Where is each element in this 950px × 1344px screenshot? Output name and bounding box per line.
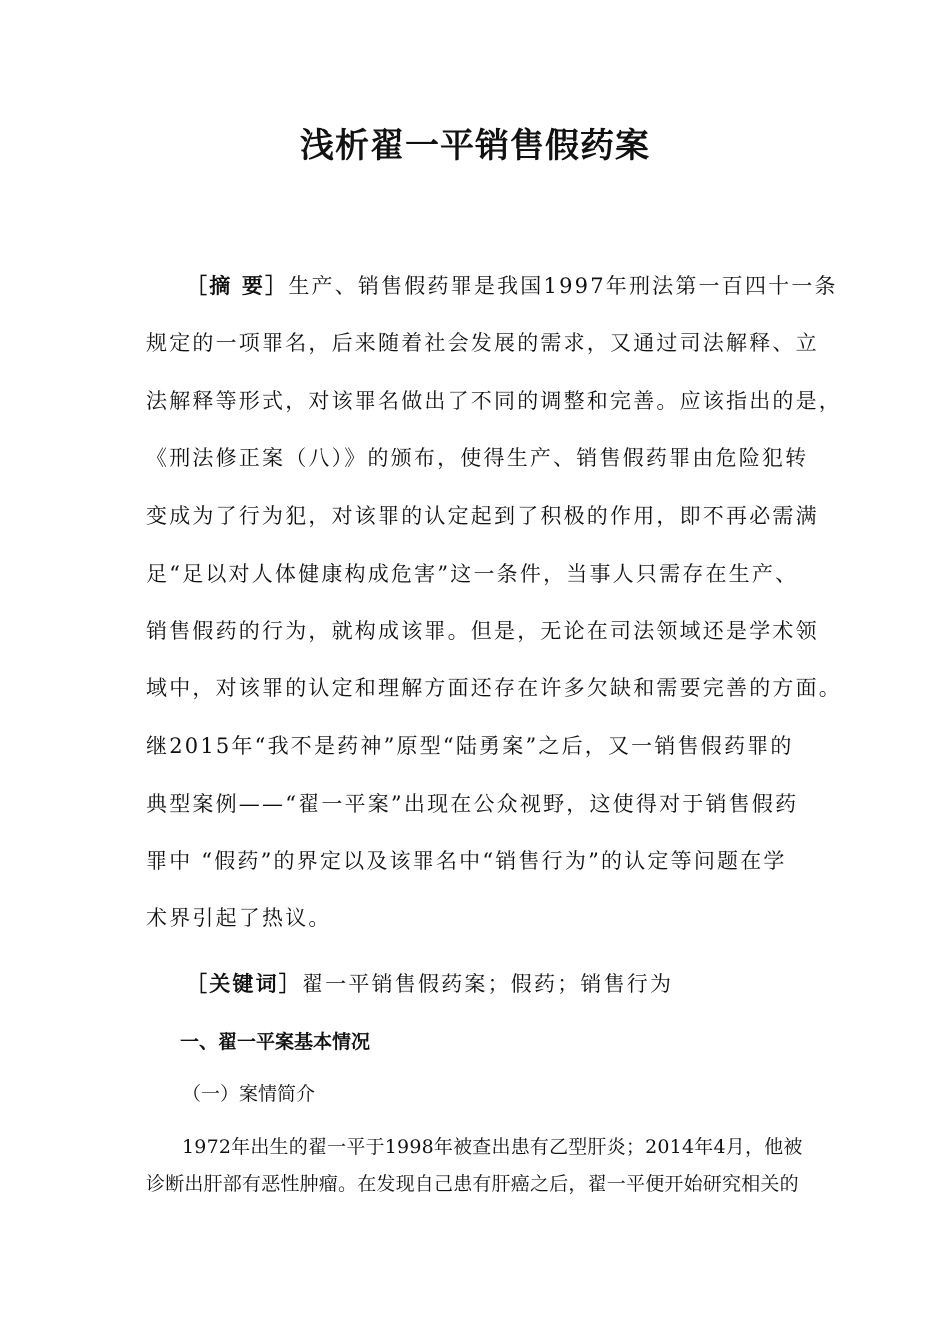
- abstract-line: 销售假药的行为，就构成该罪。但是，无论在司法领域还是学术领: [146, 619, 819, 643]
- abstract-line: 典型案例——“翟一平案”出现在公众视野，这使得对于销售假药: [146, 792, 799, 816]
- subsection-heading: （一）案情简介: [182, 1083, 316, 1105]
- document-title: 浅析翟一平销售假药案: [300, 126, 650, 166]
- keywords-label: ［关键词］: [186, 971, 302, 996]
- section-heading: 一、翟一平案基本情况: [180, 1031, 371, 1053]
- abstract-line: 罪中 “假药”的界定以及该罪名中“销售行为”的认定等问题在学: [146, 849, 787, 873]
- abstract-first-line-text: 生产、销售假药罪是我国1997年刑法第一百四十一条: [288, 274, 838, 298]
- abstract-line: 继2015年“我不是药神”原型“陆勇案”之后，又一销售假药罪的: [146, 734, 794, 758]
- abstract-line: 足“足以对人体健康构成危害”这一条件，当事人只需存在生产、: [146, 562, 799, 586]
- abstract-line: 术界引起了热议。: [146, 906, 332, 930]
- abstract-line: 域中，对该罪的认定和理解方面还存在许多欠缺和需要完善的方面。: [146, 676, 842, 700]
- abstract-first-line: [186, 270, 838, 300]
- keywords-text: 翟一平销售假药案；假药；销售行为: [302, 972, 674, 996]
- abstract-line: 法解释等形式，对该罪名做出了不同的调整和完善。应该指出的是，: [146, 389, 842, 413]
- keywords-line: [186, 968, 673, 998]
- body-line: 1972年出生的翟一平于1998年被查出患有乙型肝炎；2014年4月，他被: [182, 1136, 803, 1158]
- abstract-line: 规定的一项罪名，后来随着社会发展的需求，又通过司法解释、立: [146, 331, 819, 355]
- abstract-line: 《刑法修正案（八）》的颁布，使得生产、销售假药罪由危险犯转: [146, 446, 809, 470]
- body-line: 诊断出肝部有恶性肿瘤。在发现自己患有肝癌之后，翟一平便开始研究相关的: [146, 1173, 799, 1195]
- abstract-label: ［摘 要］: [186, 273, 289, 298]
- abstract-line: 变成为了行为犯，对该罪的认定起到了积极的作用，即不再必需满: [146, 504, 819, 528]
